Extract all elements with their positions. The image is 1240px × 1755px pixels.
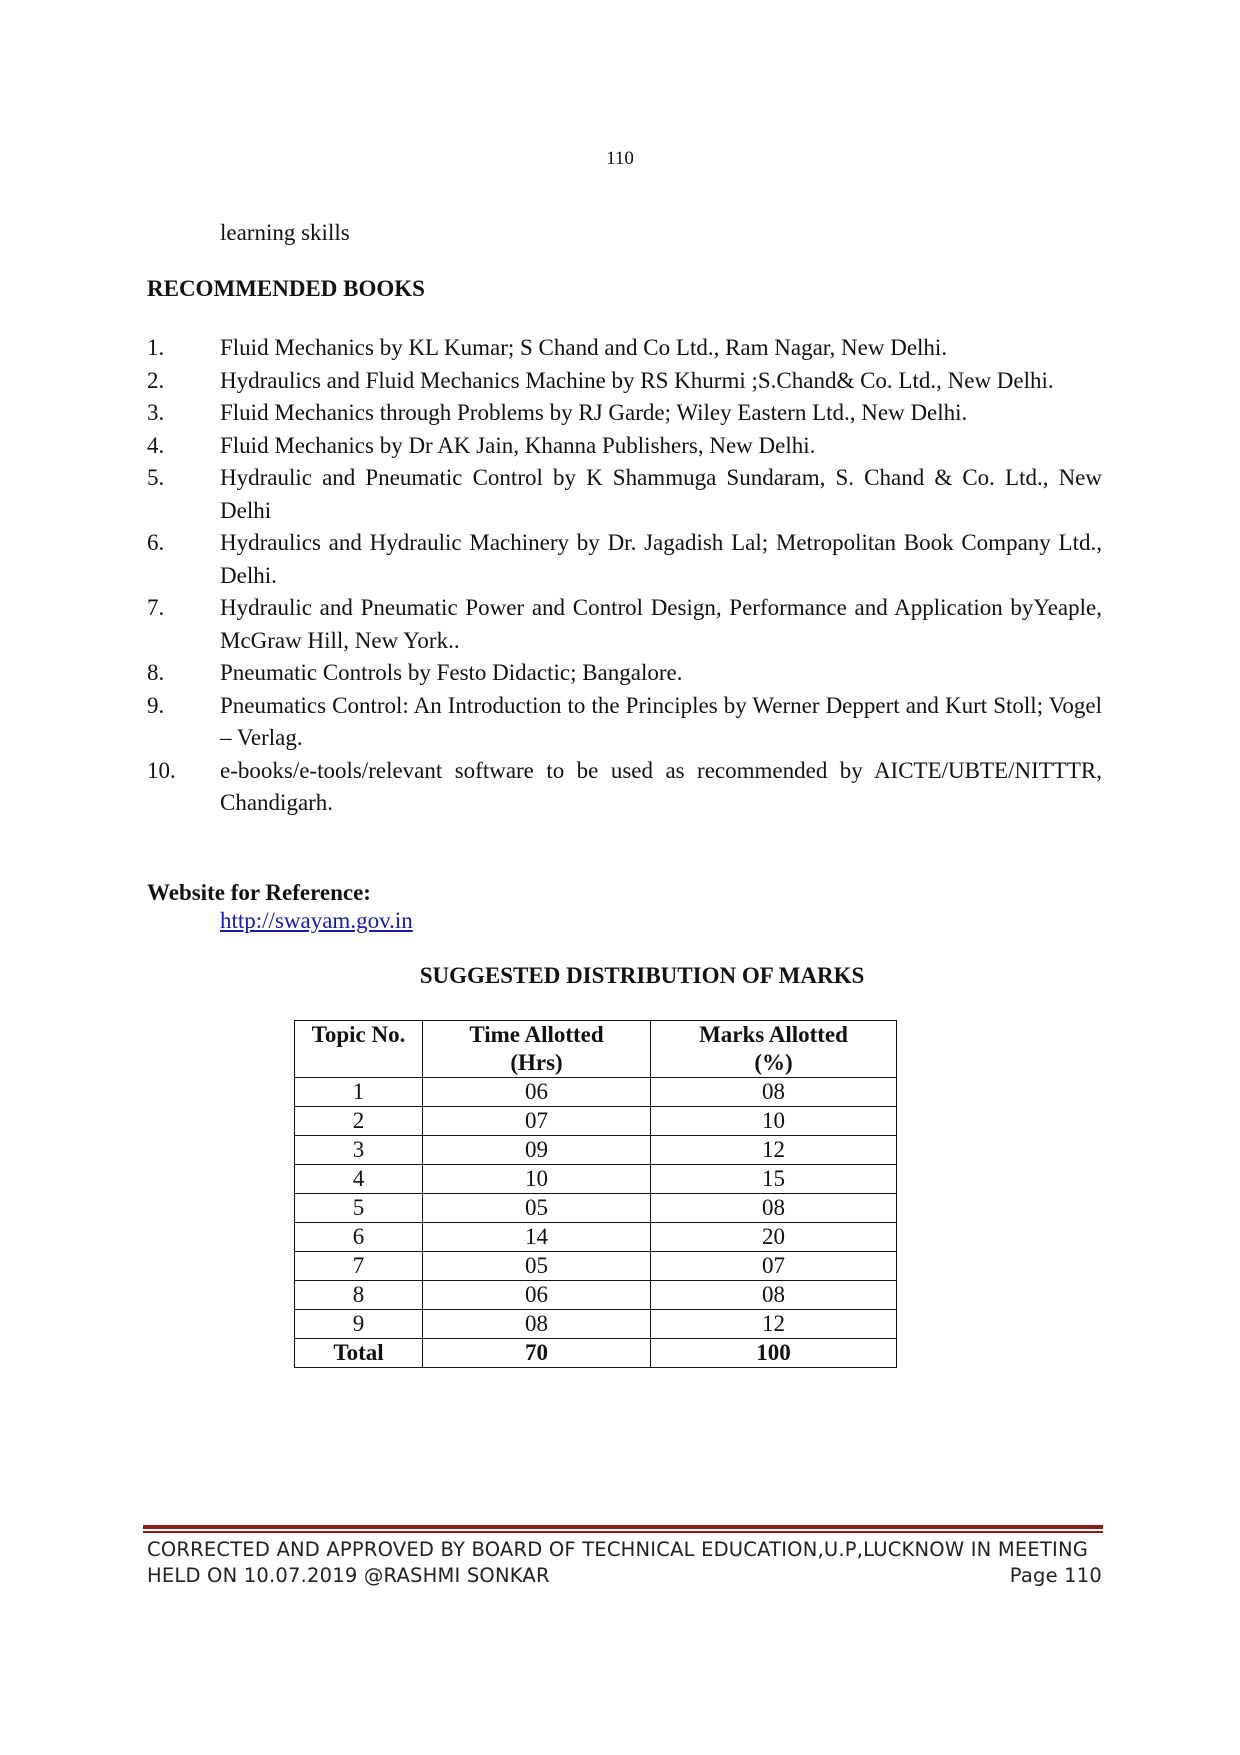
book-item xyxy=(147,527,1102,592)
book-text: Hydraulic and Pneumatic Control by K Shammuga Sundaram, S. Chand & Co. Ltd., New Delhi xyxy=(220,465,1102,523)
cell-marks: 08 xyxy=(651,1194,897,1223)
footer-page-label: Page 110 xyxy=(1009,1564,1102,1587)
book-text: Fluid Mechanics by Dr AK Jain, Khanna Publishers, New Delhi. xyxy=(220,432,816,458)
book-number: 10. xyxy=(147,757,176,783)
book-text: Pneumatics Control: An Introduction to the Principles by Werner Deppert and Kurt Stoll; Vogel – Verlag. xyxy=(220,692,1102,750)
book-item xyxy=(147,332,1102,365)
book-item xyxy=(147,462,1102,527)
book-number: 2. xyxy=(147,367,165,393)
table-row xyxy=(295,1252,897,1281)
book-text: Fluid Mechanics through Problems by RJ Garde; Wiley Eastern Ltd., New Delhi. xyxy=(220,400,968,425)
cell-marks: 12 xyxy=(651,1136,897,1165)
book-text: e-books/e-tools/relevant software to be used as recommended by AICTE/UBTE/NITTTR, Chandigarh. xyxy=(220,757,1102,815)
book-item xyxy=(147,592,1102,657)
cell-topic: 3 xyxy=(295,1136,423,1165)
table-header-row xyxy=(295,1021,897,1078)
cell-marks: 08 xyxy=(651,1281,897,1310)
header-marks-allotted-line2: (%) xyxy=(754,1050,793,1075)
cell-topic: 1 xyxy=(295,1078,423,1107)
table-row xyxy=(295,1281,897,1310)
book-number: 8. xyxy=(147,660,165,685)
footer-approval-line1: CORRECTED AND APPROVED BY BOARD OF TECHNICAL EDUCATION,U.P,LUCKNOW IN MEETING xyxy=(147,1538,1089,1561)
table-row xyxy=(295,1165,897,1194)
book-number: 3. xyxy=(147,400,165,425)
marks-table-title: SUGGESTED DISTRIBUTION OF MARKS xyxy=(419,963,865,988)
cell-hours: 09 xyxy=(423,1136,651,1165)
cell-topic: 8 xyxy=(295,1281,423,1310)
cell-hours: 08 xyxy=(423,1310,651,1339)
table-total-row xyxy=(295,1339,897,1368)
cell-topic: 4 xyxy=(295,1165,423,1194)
book-item xyxy=(147,755,1102,820)
cell-marks: 10 xyxy=(651,1107,897,1136)
table-row xyxy=(295,1310,897,1339)
table-row xyxy=(295,1078,897,1107)
header-time-allotted-line2: (Hrs) xyxy=(510,1050,563,1075)
book-item xyxy=(147,397,1102,430)
book-text: Hydraulics and Hydraulic Machinery by Dr. Jagadish Lal; Metropolitan Book Company Ltd., Delhi. xyxy=(220,530,1102,588)
book-text: Hydraulic and Pneumatic Power and Control Design, Performance and Application byYeaple, McGraw Hill, New York.. xyxy=(220,595,1102,653)
website-heading: Website for Reference: xyxy=(147,880,371,905)
book-text: Fluid Mechanics by KL Kumar; S Chand and Co Ltd., Ram Nagar, New Delhi. xyxy=(220,335,948,360)
cell-hours: 05 xyxy=(423,1252,651,1281)
header-topic-no xyxy=(295,1021,423,1078)
table-row xyxy=(295,1194,897,1223)
cell-marks: 15 xyxy=(651,1165,897,1194)
book-item xyxy=(147,690,1102,755)
recommended-books-list xyxy=(147,332,1102,820)
cell-hours: 06 xyxy=(423,1078,651,1107)
header-time-allotted-line1: Time Allotted xyxy=(469,1022,604,1047)
book-item xyxy=(147,365,1102,398)
cell-topic: 5 xyxy=(295,1194,423,1223)
header-time-allotted xyxy=(423,1021,651,1078)
swayam-link[interactable]: http://swayam.gov.in xyxy=(220,908,413,933)
cell-hours: 10 xyxy=(423,1165,651,1194)
cell-marks: 08 xyxy=(651,1078,897,1107)
book-item xyxy=(147,657,1102,690)
recommended-books-heading: RECOMMENDED BOOKS xyxy=(147,276,425,301)
footer-rule-thin xyxy=(143,1531,1103,1533)
header-marks-allotted-line1: Marks Allotted xyxy=(699,1022,848,1047)
table-row xyxy=(295,1223,897,1252)
cell-total-hours: 70 xyxy=(423,1339,651,1368)
book-text: Hydraulics and Fluid Mechanics Machine by RS Khurmi ;S.Chand& Co. Ltd., New Delhi. xyxy=(220,367,1054,393)
cell-hours: 06 xyxy=(423,1281,651,1310)
book-number: 1. xyxy=(147,335,165,360)
cell-total-marks: 100 xyxy=(651,1339,897,1368)
cell-hours: 14 xyxy=(423,1223,651,1252)
cell-hours: 05 xyxy=(423,1194,651,1223)
table-row xyxy=(295,1136,897,1165)
footer-rule-thick xyxy=(143,1525,1103,1529)
table-row xyxy=(295,1107,897,1136)
cell-topic: 6 xyxy=(295,1223,423,1252)
cell-hours: 07 xyxy=(423,1107,651,1136)
book-text: Pneumatic Controls by Festo Didactic; Bangalore. xyxy=(220,660,683,685)
cell-total-label: Total xyxy=(295,1339,423,1368)
footer-line2 xyxy=(147,1564,1102,1587)
marks-distribution-table xyxy=(294,1020,897,1368)
book-number: 9. xyxy=(147,692,165,718)
header-topic-no-line1: Topic No. xyxy=(311,1022,406,1047)
book-number: 4. xyxy=(147,432,165,458)
cell-marks: 12 xyxy=(651,1310,897,1339)
book-item xyxy=(147,430,1102,463)
book-number: 6. xyxy=(147,530,165,555)
book-number: 7. xyxy=(147,595,165,620)
continuation-text: learning skills xyxy=(220,220,350,245)
cell-topic: 7 xyxy=(295,1252,423,1281)
header-marks-allotted xyxy=(651,1021,897,1078)
cell-topic: 2 xyxy=(295,1107,423,1136)
page-number: 110 xyxy=(606,148,634,169)
footer-approval-line2: HELD ON 10.07.2019 @RASHMI SONKAR xyxy=(147,1564,550,1587)
cell-marks: 07 xyxy=(651,1252,897,1281)
book-number: 5. xyxy=(147,465,165,490)
cell-marks: 20 xyxy=(651,1223,897,1252)
cell-topic: 9 xyxy=(295,1310,423,1339)
